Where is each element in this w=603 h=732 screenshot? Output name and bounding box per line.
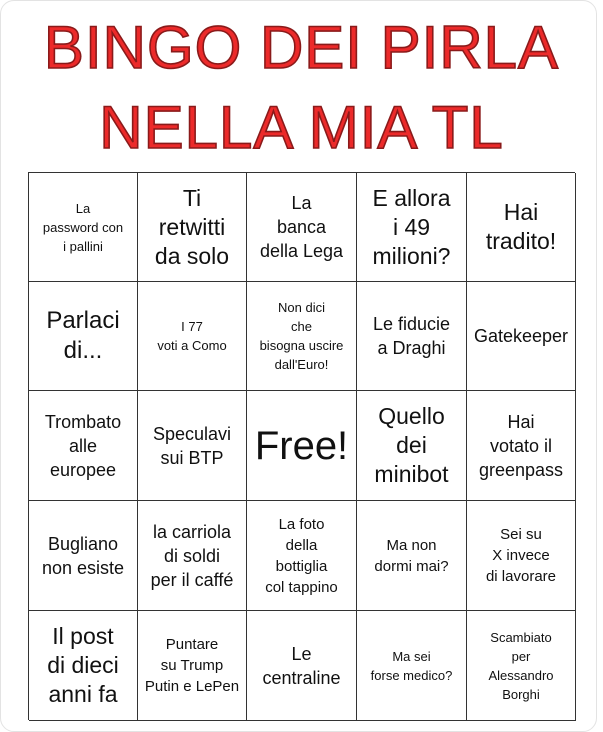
bingo-cell: Le centraline [247, 611, 357, 721]
bingo-cell: Non dici che bisogna uscire dall'Euro! [247, 282, 357, 391]
bingo-cell: Trombato alle europee [29, 391, 138, 501]
title-line-1: BINGO DEI PIRLA [43, 14, 560, 81]
bingo-cell: Scambiato per Alessandro Borghi [467, 611, 576, 721]
bingo-cell: la carriola di soldi per il caffé [138, 501, 247, 611]
bingo-grid [28, 172, 575, 720]
bingo-cell-free: Free! [247, 391, 357, 501]
bingo-cell: Sei su X invece di lavorare [467, 501, 576, 611]
bingo-cell: Ma sei forse medico? [357, 611, 467, 721]
bingo-cell: La foto della bottiglia col tappino [247, 501, 357, 611]
bingo-cell: Ma non dormi mai? [357, 501, 467, 611]
bingo-cell: Puntare su Trump Putin e LePen [138, 611, 247, 721]
bingo-cell: La banca della Lega [247, 173, 357, 282]
bingo-cell: E allora i 49 milioni? [357, 173, 467, 282]
bingo-cell: Ti retwitti da solo [138, 173, 247, 282]
bingo-cell: Quello dei minibot [357, 391, 467, 501]
bingo-cell: La password con i pallini [29, 173, 138, 282]
bingo-cell: Il post di dieci anni fa [29, 611, 138, 721]
bingo-cell: Bugliano non esiste [29, 501, 138, 611]
bingo-cell: Le fiducie a Draghi [357, 282, 467, 391]
bingo-cell: Speculavi sui BTP [138, 391, 247, 501]
bingo-cell: Hai votato il greenpass [467, 391, 576, 501]
bingo-cell: Hai tradito! [467, 173, 576, 282]
bingo-cell: I 77 voti a Como [138, 282, 247, 391]
title-line-2: NELLA MIA TL [99, 94, 504, 161]
bingo-cell: Gatekeeper [467, 282, 576, 391]
bingo-cell: Parlaci di... [29, 282, 138, 391]
